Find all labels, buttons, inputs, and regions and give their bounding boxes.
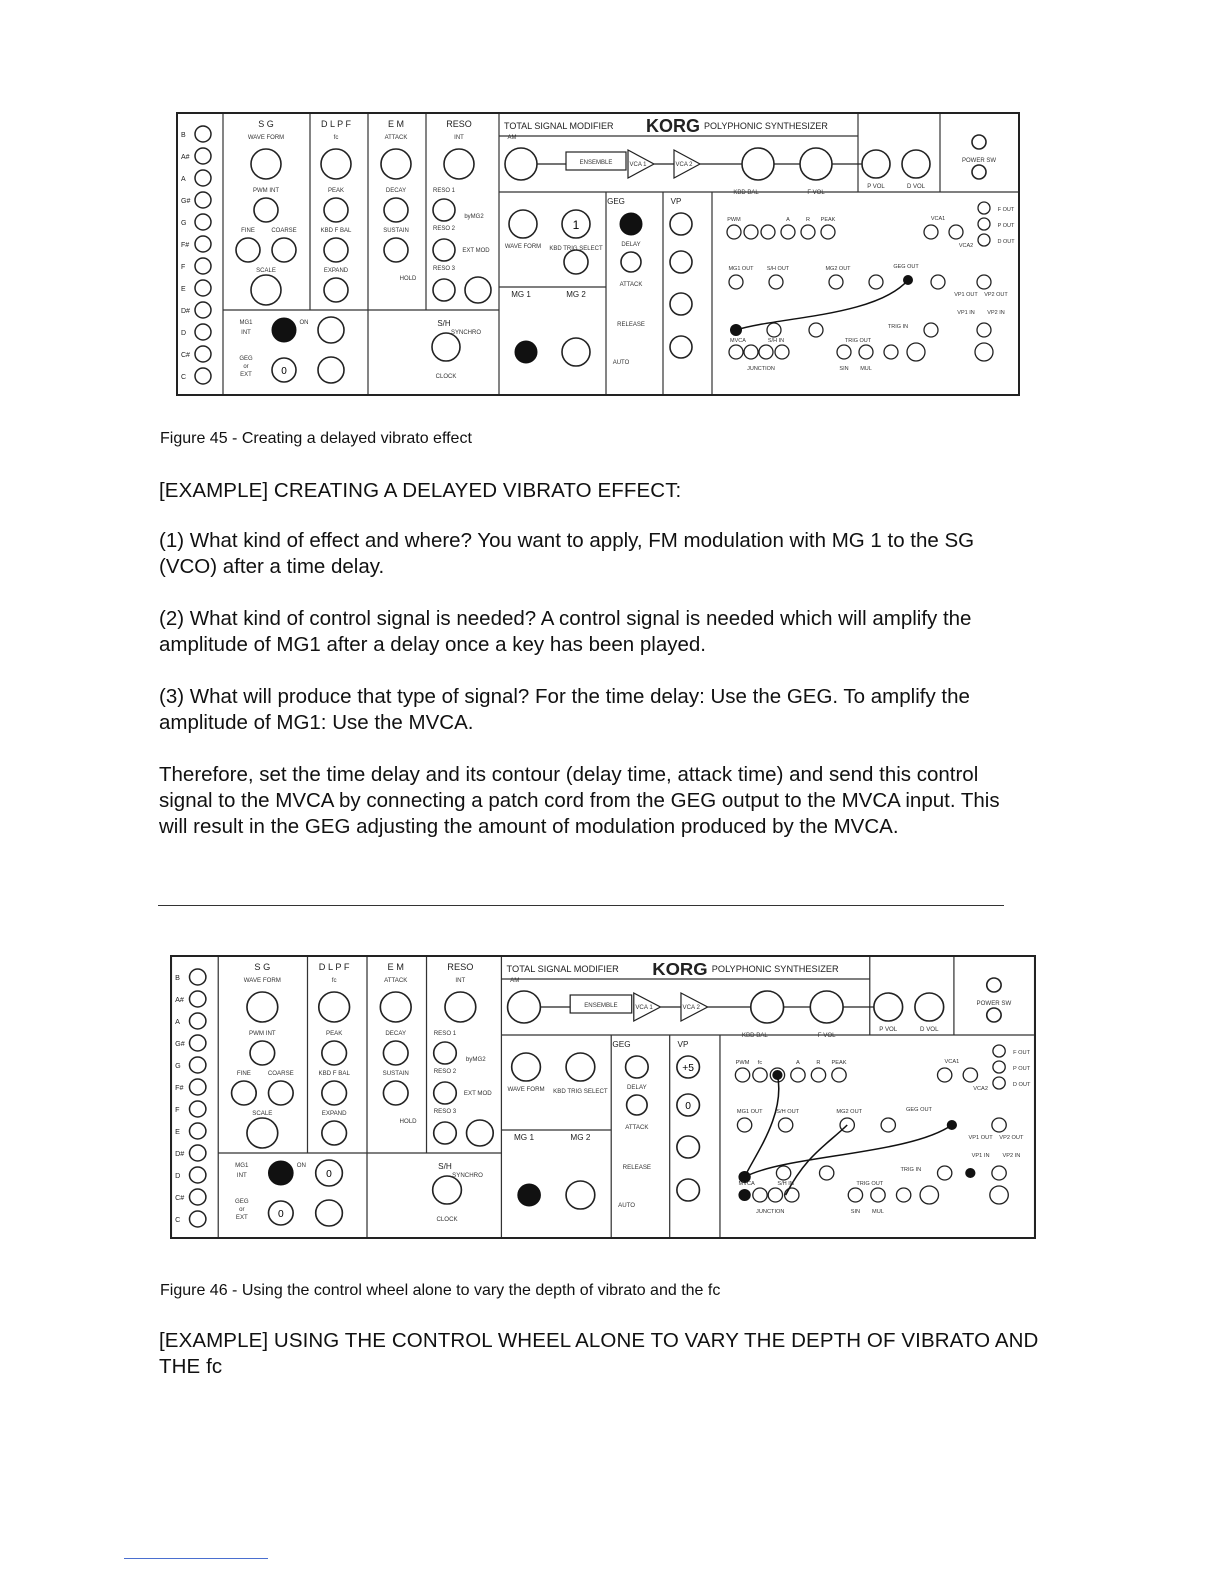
svg-text:C: C	[175, 1216, 181, 1224]
paragraph-1: (1) What kind of effect and where? You want to apply, FM modulation with MG 1 to the SG (VCO) after a time delay.	[159, 529, 975, 578]
svg-text:VCA 2: VCA 2	[675, 162, 693, 168]
svg-text:ENSEMBLE: ENSEMBLE	[579, 160, 613, 166]
svg-text:fc: fc	[333, 135, 339, 141]
svg-text:VP2 IN: VP2 IN	[987, 310, 1005, 316]
svg-text:S/H OUT: S/H OUT	[776, 1109, 800, 1115]
svg-text:RELEASE: RELEASE	[622, 1165, 652, 1171]
key-label: E	[181, 286, 186, 293]
svg-text:ATTACK: ATTACK	[619, 282, 643, 288]
svg-text:TRIG IN: TRIG IN	[900, 1167, 922, 1173]
svg-text:MG2 OUT: MG2 OUT	[836, 1109, 863, 1115]
svg-text:POWER SW: POWER SW	[962, 158, 996, 164]
svg-text:MUL: MUL	[872, 1209, 884, 1215]
svg-text:F#: F#	[175, 1084, 184, 1092]
svg-text:D OUT: D OUT	[1012, 1082, 1031, 1088]
polysynth-title: POLYPHONIC SYNTHESIZER	[704, 121, 828, 131]
svg-text:A: A	[786, 217, 790, 223]
svg-text:PEAK: PEAK	[831, 1060, 847, 1066]
svg-text:PWM INT: PWM INT	[249, 1031, 276, 1037]
figure-45-synth-panel	[176, 112, 1020, 396]
svg-text:MUL: MUL	[860, 366, 872, 372]
svg-text:GEG: GEG	[612, 1040, 631, 1049]
svg-text:PWM: PWM	[735, 1060, 750, 1066]
svg-text:RESO: RESO	[447, 962, 474, 972]
svg-text:MVCA: MVCA	[730, 338, 746, 344]
svg-text:G#: G#	[175, 1040, 185, 1048]
svg-text:POLYPHONIC SYNTHESIZER: POLYPHONIC SYNTHESIZER	[711, 964, 839, 974]
svg-text:SYNCHRO: SYNCHRO	[450, 330, 482, 336]
svg-text:MG1 OUT: MG1 OUT	[736, 1109, 763, 1115]
example-heading-delayed-vibrato: [EXAMPLE] CREATING A DELAYED VIBRATO EFFECT:	[159, 479, 682, 502]
svg-text:byMG2: byMG2	[465, 1057, 486, 1063]
key-label: G	[181, 220, 187, 227]
figure-46-synth-panel	[170, 955, 1036, 1239]
svg-text:MG 1: MG 1	[513, 1133, 535, 1142]
svg-text:C#: C#	[175, 1194, 185, 1202]
svg-text:S/H: S/H	[438, 1162, 452, 1171]
svg-text:fc: fc	[331, 978, 337, 984]
sg-label: S G	[258, 119, 274, 129]
example-heading-control-wheel: [EXAMPLE] USING THE CONTROL WHEEL ALONE TO VARY THE DEPTH OF VIBRATO AND THE fc	[159, 1329, 1039, 1378]
svg-text:G: G	[175, 1062, 181, 1070]
svg-text:RESO 1: RESO 1	[432, 188, 456, 194]
svg-text:AM: AM	[510, 978, 520, 984]
svg-text:E: E	[175, 1128, 180, 1136]
svg-text:P OUT: P OUT	[997, 223, 1015, 229]
svg-text:RESO 3: RESO 3	[433, 1109, 457, 1115]
svg-text:GEG OUT: GEG OUT	[906, 1107, 933, 1113]
svg-text:D VOL: D VOL	[920, 1027, 939, 1033]
section-divider	[158, 905, 1004, 906]
svg-text:INT: INT	[455, 978, 466, 984]
svg-text:P OUT: P OUT	[1013, 1066, 1031, 1072]
svg-text:CLOCK: CLOCK	[436, 1217, 458, 1223]
key-label: G#	[181, 198, 191, 205]
tsm-title: TOTAL SIGNAL MODIFIER	[504, 121, 614, 131]
svg-text:VP: VP	[670, 197, 682, 206]
svg-text:EXT: EXT	[240, 372, 252, 378]
svg-text:ON: ON	[296, 1163, 306, 1169]
key-label: B	[181, 132, 186, 139]
svg-text:FINE: FINE	[236, 1071, 251, 1077]
reso-label: RESO	[446, 119, 472, 129]
svg-text:VP2 OUT: VP2 OUT	[999, 1135, 1024, 1141]
svg-text:JUNCTION: JUNCTION	[747, 366, 775, 372]
svg-text:SUSTAIN: SUSTAIN	[382, 1071, 409, 1077]
vp2-value: 0	[685, 1101, 692, 1112]
svg-text:S/H: S/H	[437, 319, 451, 328]
svg-text:FINE: FINE	[241, 228, 255, 234]
svg-text:SYNCHRO: SYNCHRO	[452, 1173, 483, 1179]
svg-text:PEAK: PEAK	[325, 1031, 343, 1037]
svg-text:VP2 OUT: VP2 OUT	[984, 292, 1008, 298]
svg-text:MG1 OUT: MG1 OUT	[728, 266, 754, 272]
key-label: F#	[181, 242, 190, 249]
svg-text:TRIG OUT: TRIG OUT	[856, 1181, 884, 1187]
svg-text:RELEASE: RELEASE	[617, 322, 645, 328]
paragraph-4: Therefore, set the time delay and its contour (delay time, attack time) and send this control signal to the MVCA by connecting a patch cord from the GEG output to the MVCA input. This will result in the GEG adjusting the amount of modulation produced by the MVCA.	[159, 763, 1000, 838]
lower-int-value: 0	[281, 366, 287, 377]
paragraph-3: (3) What will produce that type of signal? For the time delay: Use the GEG. To amplify the amplitude of MG1: Use the MVCA.	[159, 685, 970, 734]
svg-text:or: or	[243, 364, 249, 370]
svg-text:MG1: MG1	[239, 320, 253, 326]
svg-text:MG 2: MG 2	[566, 290, 586, 299]
svg-text:MG2 OUT: MG2 OUT	[825, 266, 851, 272]
svg-text:VP2 IN: VP2 IN	[1002, 1153, 1021, 1159]
svg-text:WAVE FORM: WAVE FORM	[247, 135, 285, 141]
svg-text:D L P F: D L P F	[318, 962, 350, 972]
svg-text:VCA 1: VCA 1	[629, 162, 647, 168]
svg-text:GEG: GEG	[239, 356, 253, 362]
svg-text:TOTAL SIGNAL MODIFIER: TOTAL SIGNAL MODIFIER	[506, 964, 619, 974]
geg-trig-mode-value: 1	[572, 218, 580, 232]
svg-text:KBD F BAL: KBD F BAL	[318, 1071, 350, 1077]
dlpf-label: D L P F	[320, 119, 352, 129]
svg-text:F OUT: F OUT	[997, 207, 1015, 213]
svg-text:D#: D#	[175, 1150, 185, 1158]
svg-text:VP1 OUT: VP1 OUT	[968, 1135, 993, 1141]
svg-text:SCALE: SCALE	[256, 268, 276, 274]
svg-text:VCA2: VCA2	[958, 243, 974, 249]
synth-panel-diagram	[170, 955, 1036, 1239]
svg-text:S/H IN: S/H IN	[767, 338, 785, 344]
vp1-value: +5	[682, 1063, 695, 1074]
svg-text:KBD BAL: KBD BAL	[733, 190, 759, 196]
svg-text:MG 1: MG 1	[511, 290, 531, 299]
korg-logo: KORG	[646, 116, 700, 136]
svg-text:F OUT: F OUT	[1013, 1050, 1031, 1056]
svg-text:P VOL: P VOL	[879, 1027, 898, 1033]
svg-text:ATTACK: ATTACK	[384, 135, 408, 141]
svg-text:F VOL: F VOL	[817, 1033, 836, 1039]
svg-text:AM: AM	[507, 135, 517, 141]
svg-text:WAVE FORM: WAVE FORM	[507, 1087, 545, 1093]
svg-text:EXT MOD: EXT MOD	[462, 248, 490, 254]
svg-text:RESO 1: RESO 1	[433, 1031, 457, 1037]
svg-text:S/H IN: S/H IN	[777, 1181, 794, 1187]
svg-text:or: or	[239, 1207, 245, 1213]
svg-text:VCA 1: VCA 1	[635, 1005, 653, 1011]
svg-text:R: R	[816, 1060, 821, 1066]
key-label: A#	[181, 154, 190, 161]
svg-text:VCA2: VCA2	[973, 1086, 988, 1092]
svg-text:ON: ON	[299, 320, 309, 326]
svg-text:HOLD: HOLD	[399, 1119, 417, 1125]
svg-text:CLOCK: CLOCK	[435, 374, 457, 380]
svg-text:GEG: GEG	[607, 197, 625, 206]
figure-45-caption: Figure 45 - Creating a delayed vibrato effect	[160, 430, 472, 447]
em-label: E M	[387, 119, 405, 129]
svg-text:F: F	[175, 1106, 180, 1114]
svg-text:EXPAND: EXPAND	[321, 1111, 347, 1117]
svg-text:VP1 OUT: VP1 OUT	[954, 292, 978, 298]
svg-text:0: 0	[277, 1209, 284, 1220]
svg-text:GEG OUT: GEG OUT	[893, 264, 919, 270]
svg-text:PEAK: PEAK	[820, 217, 836, 223]
svg-text:ATTACK: ATTACK	[384, 978, 408, 984]
svg-text:GEG: GEG	[234, 1199, 249, 1205]
figure-46-caption: Figure 46 - Using the control wheel alone to vary the depth of vibrato and the fc	[160, 1282, 721, 1299]
svg-text:MG1: MG1	[235, 1163, 249, 1169]
svg-text:D: D	[175, 1172, 181, 1180]
key-label: D#	[181, 308, 190, 315]
svg-text:S G: S G	[254, 962, 271, 972]
svg-text:A#: A#	[175, 996, 184, 1004]
svg-text:KBD TRIG SELECT: KBD TRIG SELECT	[549, 246, 603, 252]
paragraph-2: (2) What kind of control signal is needed? A control signal is needed which will amplify the amplitude of MG1 after a delay once a key has been played.	[159, 607, 972, 656]
svg-text:WAVE FORM: WAVE FORM	[243, 978, 281, 984]
svg-text:VCA 2: VCA 2	[682, 1005, 700, 1011]
svg-text:VCA1: VCA1	[944, 1059, 960, 1065]
svg-text:P VOL: P VOL	[867, 184, 885, 190]
svg-text:INT: INT	[454, 135, 464, 141]
svg-text:R: R	[806, 217, 810, 223]
korg-logo: KORG	[652, 958, 708, 979]
key-label: F	[181, 264, 186, 271]
svg-text:D OUT: D OUT	[997, 239, 1015, 245]
svg-text:SUSTAIN: SUSTAIN	[383, 228, 409, 234]
svg-text:fc: fc	[757, 1060, 763, 1066]
svg-text:KBD BAL: KBD BAL	[741, 1033, 768, 1039]
svg-text:B: B	[175, 974, 180, 982]
svg-text:JUNCTION: JUNCTION	[756, 1209, 785, 1215]
svg-text:SCALE: SCALE	[252, 1111, 273, 1117]
svg-text:PWM: PWM	[727, 217, 741, 223]
key-label: C#	[181, 352, 190, 359]
svg-text:RESO 3: RESO 3	[432, 266, 456, 272]
svg-text:0: 0	[326, 1169, 332, 1180]
svg-text:HOLD: HOLD	[399, 276, 417, 282]
svg-text:VP1 IN: VP1 IN	[957, 310, 975, 316]
svg-text:D VOL: D VOL	[906, 184, 926, 190]
svg-text:E M: E M	[387, 962, 404, 972]
synth-panel-diagram	[176, 112, 1020, 396]
svg-text:VCA1: VCA1	[930, 216, 946, 222]
footnote-rule	[124, 1558, 268, 1559]
svg-text:DELAY: DELAY	[627, 1085, 647, 1091]
svg-text:EXPAND: EXPAND	[323, 268, 349, 274]
svg-text:ATTACK: ATTACK	[625, 1125, 649, 1131]
svg-text:DELAY: DELAY	[621, 242, 641, 248]
svg-text:S/H OUT: S/H OUT	[766, 266, 790, 272]
svg-text:WAVE FORM: WAVE FORM	[504, 244, 542, 250]
svg-text:SIN: SIN	[850, 1209, 861, 1215]
svg-text:POWER SW: POWER SW	[976, 1001, 1012, 1007]
svg-text:KBD TRIG SELECT: KBD TRIG SELECT	[553, 1089, 608, 1095]
svg-text:RESO 2: RESO 2	[432, 226, 456, 232]
svg-text:F VOL: F VOL	[807, 190, 825, 196]
svg-text:A: A	[796, 1060, 800, 1066]
key-label: A	[181, 176, 186, 183]
svg-text:RESO 2: RESO 2	[433, 1069, 457, 1075]
svg-text:DECAY: DECAY	[385, 1031, 407, 1037]
svg-text:byMG2: byMG2	[464, 214, 484, 220]
svg-text:TRIG IN: TRIG IN	[887, 324, 909, 330]
svg-text:A: A	[175, 1018, 180, 1026]
svg-text:AUTO: AUTO	[618, 1203, 636, 1209]
svg-text:SIN: SIN	[839, 366, 849, 372]
svg-text:AUTO: AUTO	[612, 360, 630, 366]
svg-text:PEAK: PEAK	[327, 188, 345, 194]
svg-text:KBD F BAL: KBD F BAL	[320, 228, 352, 234]
svg-text:COARSE: COARSE	[267, 1071, 294, 1077]
svg-text:COARSE: COARSE	[271, 228, 297, 234]
svg-text:PWM INT: PWM INT	[253, 188, 279, 194]
svg-text:INT: INT	[236, 1173, 247, 1179]
svg-text:EXT: EXT	[235, 1215, 248, 1221]
svg-text:TRIG OUT: TRIG OUT	[844, 338, 872, 344]
svg-text:VP1 IN: VP1 IN	[971, 1153, 990, 1159]
svg-text:VP: VP	[677, 1040, 689, 1049]
svg-text:ENSEMBLE: ENSEMBLE	[584, 1003, 618, 1009]
svg-text:MG 2: MG 2	[570, 1133, 591, 1142]
key-label: C	[181, 374, 187, 381]
svg-text:EXT MOD: EXT MOD	[463, 1091, 492, 1097]
key-label: D	[181, 330, 187, 337]
svg-text:INT: INT	[241, 330, 251, 336]
svg-text:MVCA: MVCA	[738, 1181, 755, 1187]
svg-text:DECAY: DECAY	[385, 188, 407, 194]
